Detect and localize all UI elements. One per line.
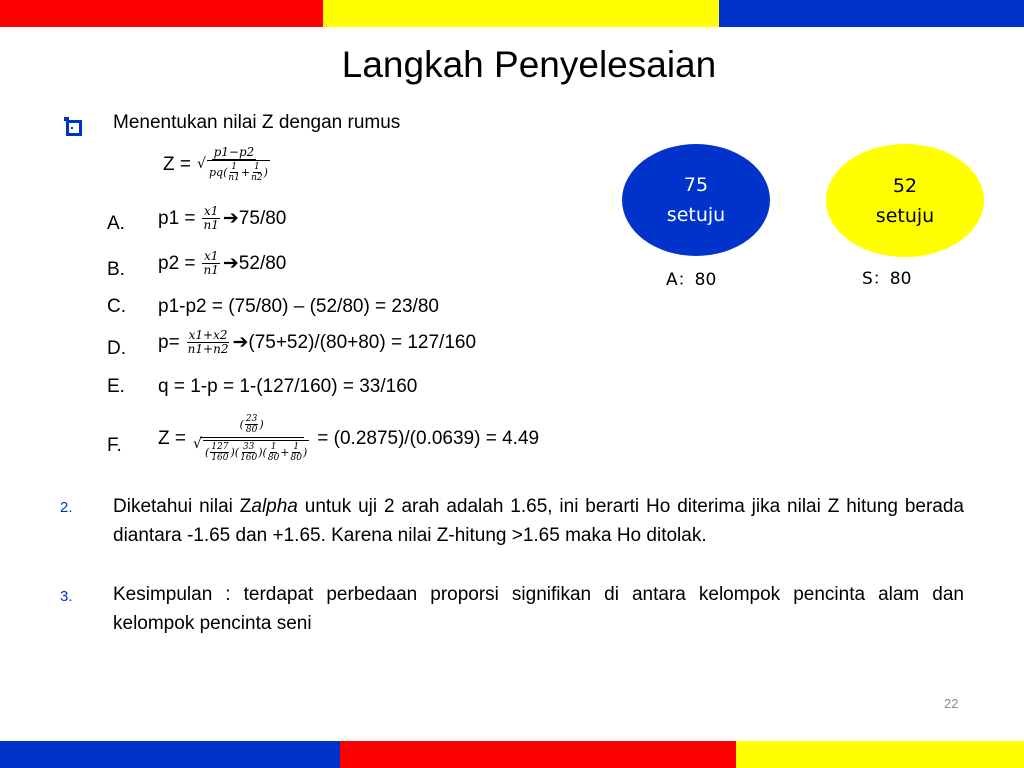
step-f: Z = ( $\frac{23}{80}$ ) √ ( $\frac{127}{160}$ )( $\frac{33}{160}$ )( $\frac{1}{80}$ + $\frac{1}{80}$ ) = (0.2875)/(0.0639) = 4.49 xyxy=(158,414,539,463)
point-2-number: 2. xyxy=(60,499,73,516)
top-bar-red xyxy=(0,0,323,27)
step-c-letter: C. xyxy=(107,296,126,317)
f-fraction: ( $\frac{23}{80}$ ) √ ( $\frac{127}{160}$ )( $\frac{33}{160}$ )( $\frac{1}{80}$ + $\frac{1}{80}$ ) xyxy=(192,414,311,463)
intro-text: Menentukan nilai Z dengan rumus xyxy=(113,112,401,133)
circle-a-label: setuju xyxy=(666,204,726,226)
slide-title: Langkah Penyelesaian xyxy=(341,44,717,85)
circle-s-value: 52 xyxy=(892,174,918,197)
page-number: 22 xyxy=(944,696,959,711)
circle-s-label: setuju xyxy=(875,204,935,227)
circle-a-value: 75 xyxy=(683,174,709,196)
bottom-bar-blue xyxy=(0,741,340,768)
step-b: p2 = $\frac{x1}{n1}$ ➔52/80 xyxy=(158,249,287,277)
step-e: q = 1-p = 1-(127/160) = 33/160 xyxy=(158,376,418,397)
step-d-letter: D. xyxy=(107,338,126,359)
point-2-text: Diketahui nilai Zalpha untuk uji 2 arah adalah 1.65, ini berarti Ho diterima jika nilai Z hitung berada diantara -1.65 dan +1.65. Karena nilai Z-hitung >1.65 maka Ho ditolak. xyxy=(113,496,965,546)
step-a-letter: A. xyxy=(107,213,125,234)
top-bar-blue xyxy=(719,0,1024,27)
step-e-letter: E. xyxy=(107,376,125,397)
step-b-letter: B. xyxy=(107,259,125,280)
z-numerator: p1−p2 xyxy=(213,145,255,159)
z-fraction xyxy=(196,146,272,183)
bottom-bar-red xyxy=(340,741,736,768)
f-sqrt: √ ( $\frac{127}{160}$ )( $\frac{33}{160}$ )( $\frac{1}{80}$ + $\frac{1}{80}$ ) xyxy=(203,440,309,463)
circle-a-caption: A：80 xyxy=(666,270,717,290)
bottom-bar-yellow xyxy=(736,741,1024,768)
z-sqrt: √ pq( $\frac{1}{n1}$ + $\frac{1}{n2}$ ) xyxy=(207,160,270,183)
book-icon xyxy=(64,116,84,138)
circle-s-caption: S：80 xyxy=(862,269,912,289)
point-3-text: Kesimpulan : terdapat perbedaan proporsi signifikan di antara kelompok pencinta alam dan kelompok pencinta seni xyxy=(113,584,964,634)
step-a: p1 = $\frac{x1}{n1}$ ➔75/80 xyxy=(158,204,287,232)
step-c: p1-p2 = (75/80) – (52/80) = 23/80 xyxy=(158,296,439,317)
step-f-letter: F. xyxy=(107,435,122,456)
z-lhs: Z = xyxy=(163,153,191,175)
top-bar-yellow xyxy=(323,0,719,27)
point-3-number: 3. xyxy=(60,588,73,605)
step-d: p= $\frac{x1+x2}{n1+n2}$ ➔(75+52)/(80+80) = 127/160 xyxy=(158,328,477,356)
circle-a xyxy=(622,144,770,256)
circle-s xyxy=(826,144,984,257)
z-formula xyxy=(163,146,274,183)
